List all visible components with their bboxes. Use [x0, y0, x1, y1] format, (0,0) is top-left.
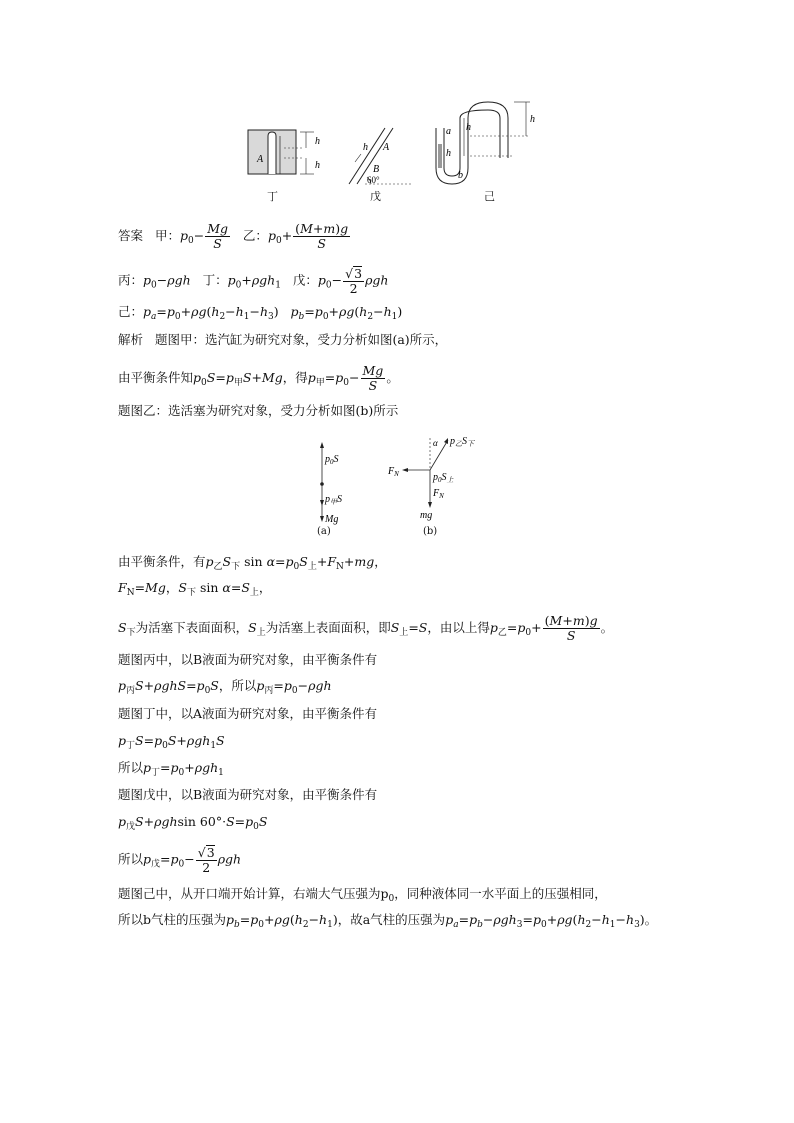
answer-ding: 丁： [202, 272, 228, 288]
analysis-line-11: 所以$p_丁=p_0+\rho gh_1$ [118, 760, 224, 778]
analysis-text-6b: 为活塞上表面面积，即 [265, 620, 391, 635]
analysis-line-2: 由平衡条件知$p_0S=p_甲S+Mg$，得$p_甲=p_0-$ $\frac{Mg}{S}$ 。 [118, 363, 399, 393]
analysis-line-3 [118, 403, 398, 419]
wu-label-angle: 60° [367, 175, 380, 185]
answer-line-3: 己：$p_a=p_0+\rho g(h_2-h_1-h_3)$ $p_b=p_0+\rho g(h_2-h_1)$ [118, 304, 403, 322]
analysis-text-15: 题图己中，从开口端开始计算，右端大气压强为p [118, 886, 389, 901]
analysis-line-1 [118, 332, 447, 348]
analysis-line-10: $p_丁S=p_0S+\rho gh_1S$ [118, 733, 225, 751]
force-diagram-a [300, 436, 370, 538]
analysis-line-15: 题图己中，从开口端开始计算，右端大气压强为$p_0$，同种液体同一水平面上的压强相同， [118, 886, 607, 904]
analysis-text-12: 题图戊中，以B液面为研究对象，由平衡条件有 [118, 787, 378, 802]
analysis-text-7: 题图丙中，以B液面为研究对象，由平衡条件有 [118, 652, 378, 667]
analysis-line-14: 所以$p_戊=p_0-$ $\frac{√3}{2}$ ρgh [118, 845, 242, 875]
answer-label: 答案 [118, 228, 144, 243]
answer-line-1: 答案 甲：$p_0-$ $\frac{Mg}{S}$ 乙：$p_0+$ $\frac{(M+m)g}{S}$ [118, 221, 349, 251]
analysis-text-6c: ，由以上得 [427, 620, 490, 635]
wu-label-B: B [373, 164, 380, 175]
answer-wu: 戊： [292, 272, 318, 288]
fa-top-label: $p_0S$ [325, 454, 339, 466]
figure-wu-caption: 戊 [370, 190, 381, 203]
analysis-label: 解析 [118, 332, 144, 347]
answer-jia: 甲： [154, 228, 180, 243]
analysis-line-9 [118, 706, 377, 722]
force-diagram-a-caption: (a) [317, 526, 331, 537]
figure-ji-caption: 己 [484, 190, 495, 203]
ding-label-A: A [257, 154, 264, 165]
analysis-line-4: 由平衡条件，有$p_乙S_下$ $\sin \alpha=p_0S_上+F_N+mg$， [118, 554, 387, 572]
answer-yi: 乙： [242, 228, 268, 243]
analysis-text-15b: ，同种液体同一水平面上的压强相同， [394, 886, 607, 901]
ji-label-h1: h [530, 114, 535, 125]
force-diagram-b [384, 430, 494, 530]
analysis-line-8: $p_丙S+\rho ghS=p_0S$，所以$p_丙=p_0-\rho gh$ [118, 678, 332, 696]
analysis-text-3: 题图乙：选活塞为研究对象，受力分析如图(b)所示 [118, 403, 399, 418]
analysis-text-14: 所以 [118, 851, 144, 867]
fb-alpha-label: α [433, 438, 438, 448]
analysis-line-7 [118, 652, 377, 668]
analysis-text-4: 由平衡条件，有 [118, 554, 206, 569]
analysis-text-16a: 所以b气柱的压强为 [118, 912, 227, 927]
analysis-line-12 [118, 787, 377, 803]
ding-label-h: h [315, 160, 320, 171]
fa-mid-label: $p_甲S$ [325, 494, 342, 506]
analysis-text-2a: 由平衡条件知 [118, 370, 194, 385]
figure-ji [430, 98, 550, 190]
ji-label-a: a [446, 126, 451, 137]
figure-ding-caption: 丁 [267, 190, 278, 203]
analysis-line-6: $S_下$为活塞下表面面积，$S_上$为活塞上表面面积，即$S_上=S$，由以上得$p_乙=p_0+$ $\frac{(M+m)g}{S}$ 。 [118, 613, 614, 643]
fb-FN-down-label: $F_N$ [433, 488, 444, 500]
figure-wu [345, 122, 415, 192]
figure-ding [240, 122, 330, 192]
ding-label-h1: h [315, 136, 320, 147]
fb-mg-label: mg [420, 510, 433, 521]
answer-bing: 丙： [118, 272, 144, 288]
ji-label-h2-vis: h [466, 122, 471, 133]
fb-FN-left-label: $F_N$ [388, 466, 399, 478]
answer-line-2: 丙：$p_0-\rho gh$ 丁：$p_0+\rho gh_1$ 戊：$p_0-$ $\frac{√3}{2}$ ρgh [118, 266, 389, 296]
analysis-text-1: 题图甲：选汽缸为研究对象，受力分析如图(a)所示， [154, 332, 448, 347]
ji-label-h3: h [446, 148, 451, 159]
analysis-line-13: $p_戊S+\rho ghsin$ $60^\circ\cdot S=p_0S$ [118, 814, 268, 832]
wu-label-h: h [363, 142, 368, 153]
answer-ji: 己： [118, 304, 144, 319]
analysis-text-6a: 为活塞下表面面积， [135, 620, 249, 635]
analysis-line-16: 所以b气柱的压强为$p_b=p_0+\rho g(h_2-h_1)$，故a气柱的压强为$p_a=p_b-\rho gh_3=p_0+\rho g(h_2-h_1-h_3)$。 [118, 912, 658, 930]
force-diagram-b-caption: (b) [423, 526, 438, 537]
wu-label-A: A [383, 142, 390, 153]
fb-top-label: $p_乙S_下$ [450, 436, 474, 448]
analysis-line-5: $F_N=Mg$，$S_下$ $\sin \alpha=S_上$， [118, 580, 272, 598]
ji-label-b: b [458, 170, 463, 181]
fa-bot-label: Mg [325, 514, 339, 525]
analysis-text-8b: ，所以 [218, 678, 257, 693]
analysis-text-9: 题图丁中，以A液面为研究对象，由平衡条件有 [118, 706, 378, 721]
analysis-text-11: 所以 [118, 760, 144, 775]
fb-mid-label: $p_0S_上$ [433, 472, 454, 484]
analysis-text-16b: ，故a气柱的压强为 [337, 912, 446, 927]
analysis-text-2b: ，得 [282, 370, 308, 385]
